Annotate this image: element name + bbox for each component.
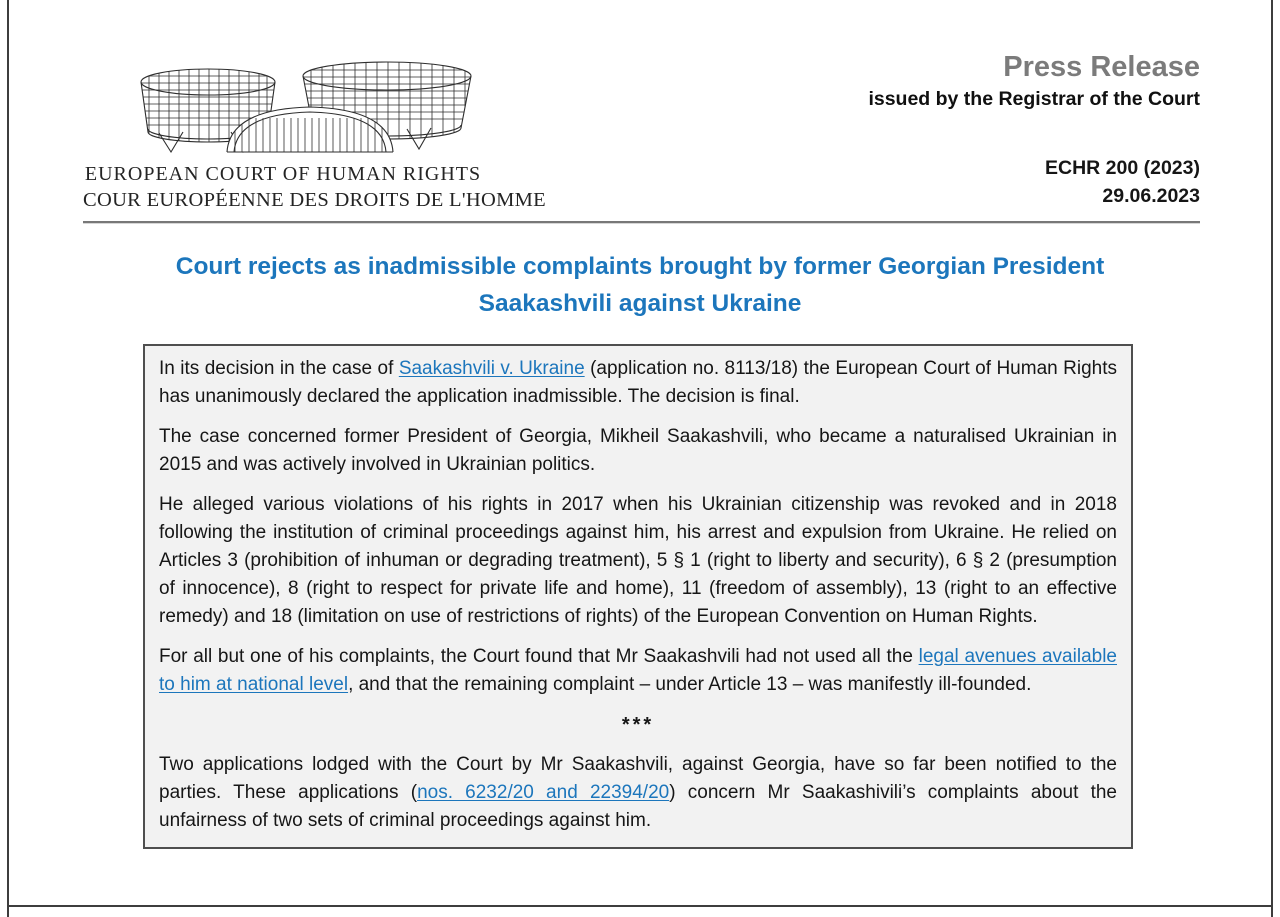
- paragraph: [159, 643, 1117, 699]
- text-run: For all but one of his complaints, the Court found that Mr Saakashvili had not used all the: [159, 646, 919, 667]
- header-right: [868, 52, 1200, 208]
- text-run: He alleged various violations of his rights in 2017 when his Ukrainian citizenship was revoked and in 2018 following the institution of criminal proceedings against him, his arrest and expulsion from Ukraine. He relied on Articles 3 (prohibition of inhuman or degrading treatment), 5 § 1 (right to liberty and security), 6 § 2 (presumption of innocence), 8 (right to respect for private life and home), 11 (freedom of assembly), 13 (right to an effective remedy) and 18 (limitation on use of restrictions of rights) of the European Convention on Human Rights.: [159, 494, 1117, 627]
- page-title: Court rejects as inadmissible complaints brought by former Georgian President Saakashvili against Ukraine: [175, 253, 1105, 317]
- text-run: (application no. 8113/18) the European Court of Human Rights has unanimously declared the application inadmissible. The decision is final.: [159, 358, 1117, 407]
- doc-date: 29.06.2023: [1102, 184, 1200, 207]
- inline-link[interactable]: Saakashvili v. Ukraine: [398, 358, 585, 379]
- echr-logo: [83, 52, 546, 212]
- text-run: ) concern Mr Saakashivili’s complaints about the unfairness of two sets of criminal proceedings against him.: [159, 782, 1117, 831]
- paragraph: [159, 355, 1117, 411]
- org-name-fr: COUR EUROPÉENNE DES DROITS DE L'HOMME: [83, 189, 546, 211]
- article-box: [143, 344, 1133, 849]
- text-run: , and that the remaining complaint – under Article 13 – was manifestly ill-founded.: [348, 674, 1032, 695]
- page-left-border: [7, 0, 9, 917]
- paragraph: [159, 491, 1117, 631]
- title-wrap: [0, 248, 1280, 322]
- doc-type-label: Press Release: [1003, 51, 1200, 83]
- doc-reference: ECHR 200 (2023): [1045, 156, 1200, 179]
- text-run: The case concerned former President of Georgia, Mikheil Saakashvili, who became a naturalised Ukrainian in 2015 and was actively involved in Ukrainian politics.: [159, 426, 1117, 475]
- section-separator: [159, 711, 1117, 739]
- text-run: In its decision in the case of: [159, 358, 399, 379]
- paragraph: [159, 423, 1117, 479]
- page-right-border: [1271, 0, 1273, 917]
- text-run: ***: [621, 714, 655, 736]
- paragraph: [159, 751, 1117, 835]
- text-run: Two applications lodged with the Court by Mr Saakashvili, against Georgia, have so far been notified to the parties. These applications (: [159, 754, 1117, 803]
- echr-building-icon: [135, 52, 479, 160]
- page-bottom-border: [7, 905, 1273, 907]
- inline-link[interactable]: legal avenues available to him at national level: [159, 646, 1117, 695]
- issued-by-label: issued by the Registrar of the Court: [868, 87, 1200, 110]
- org-name-en: EUROPEAN COURT OF HUMAN RIGHTS: [84, 163, 482, 185]
- header-divider: [83, 221, 1200, 224]
- inline-link[interactable]: nos. 6232/20 and 22394/20: [417, 782, 670, 803]
